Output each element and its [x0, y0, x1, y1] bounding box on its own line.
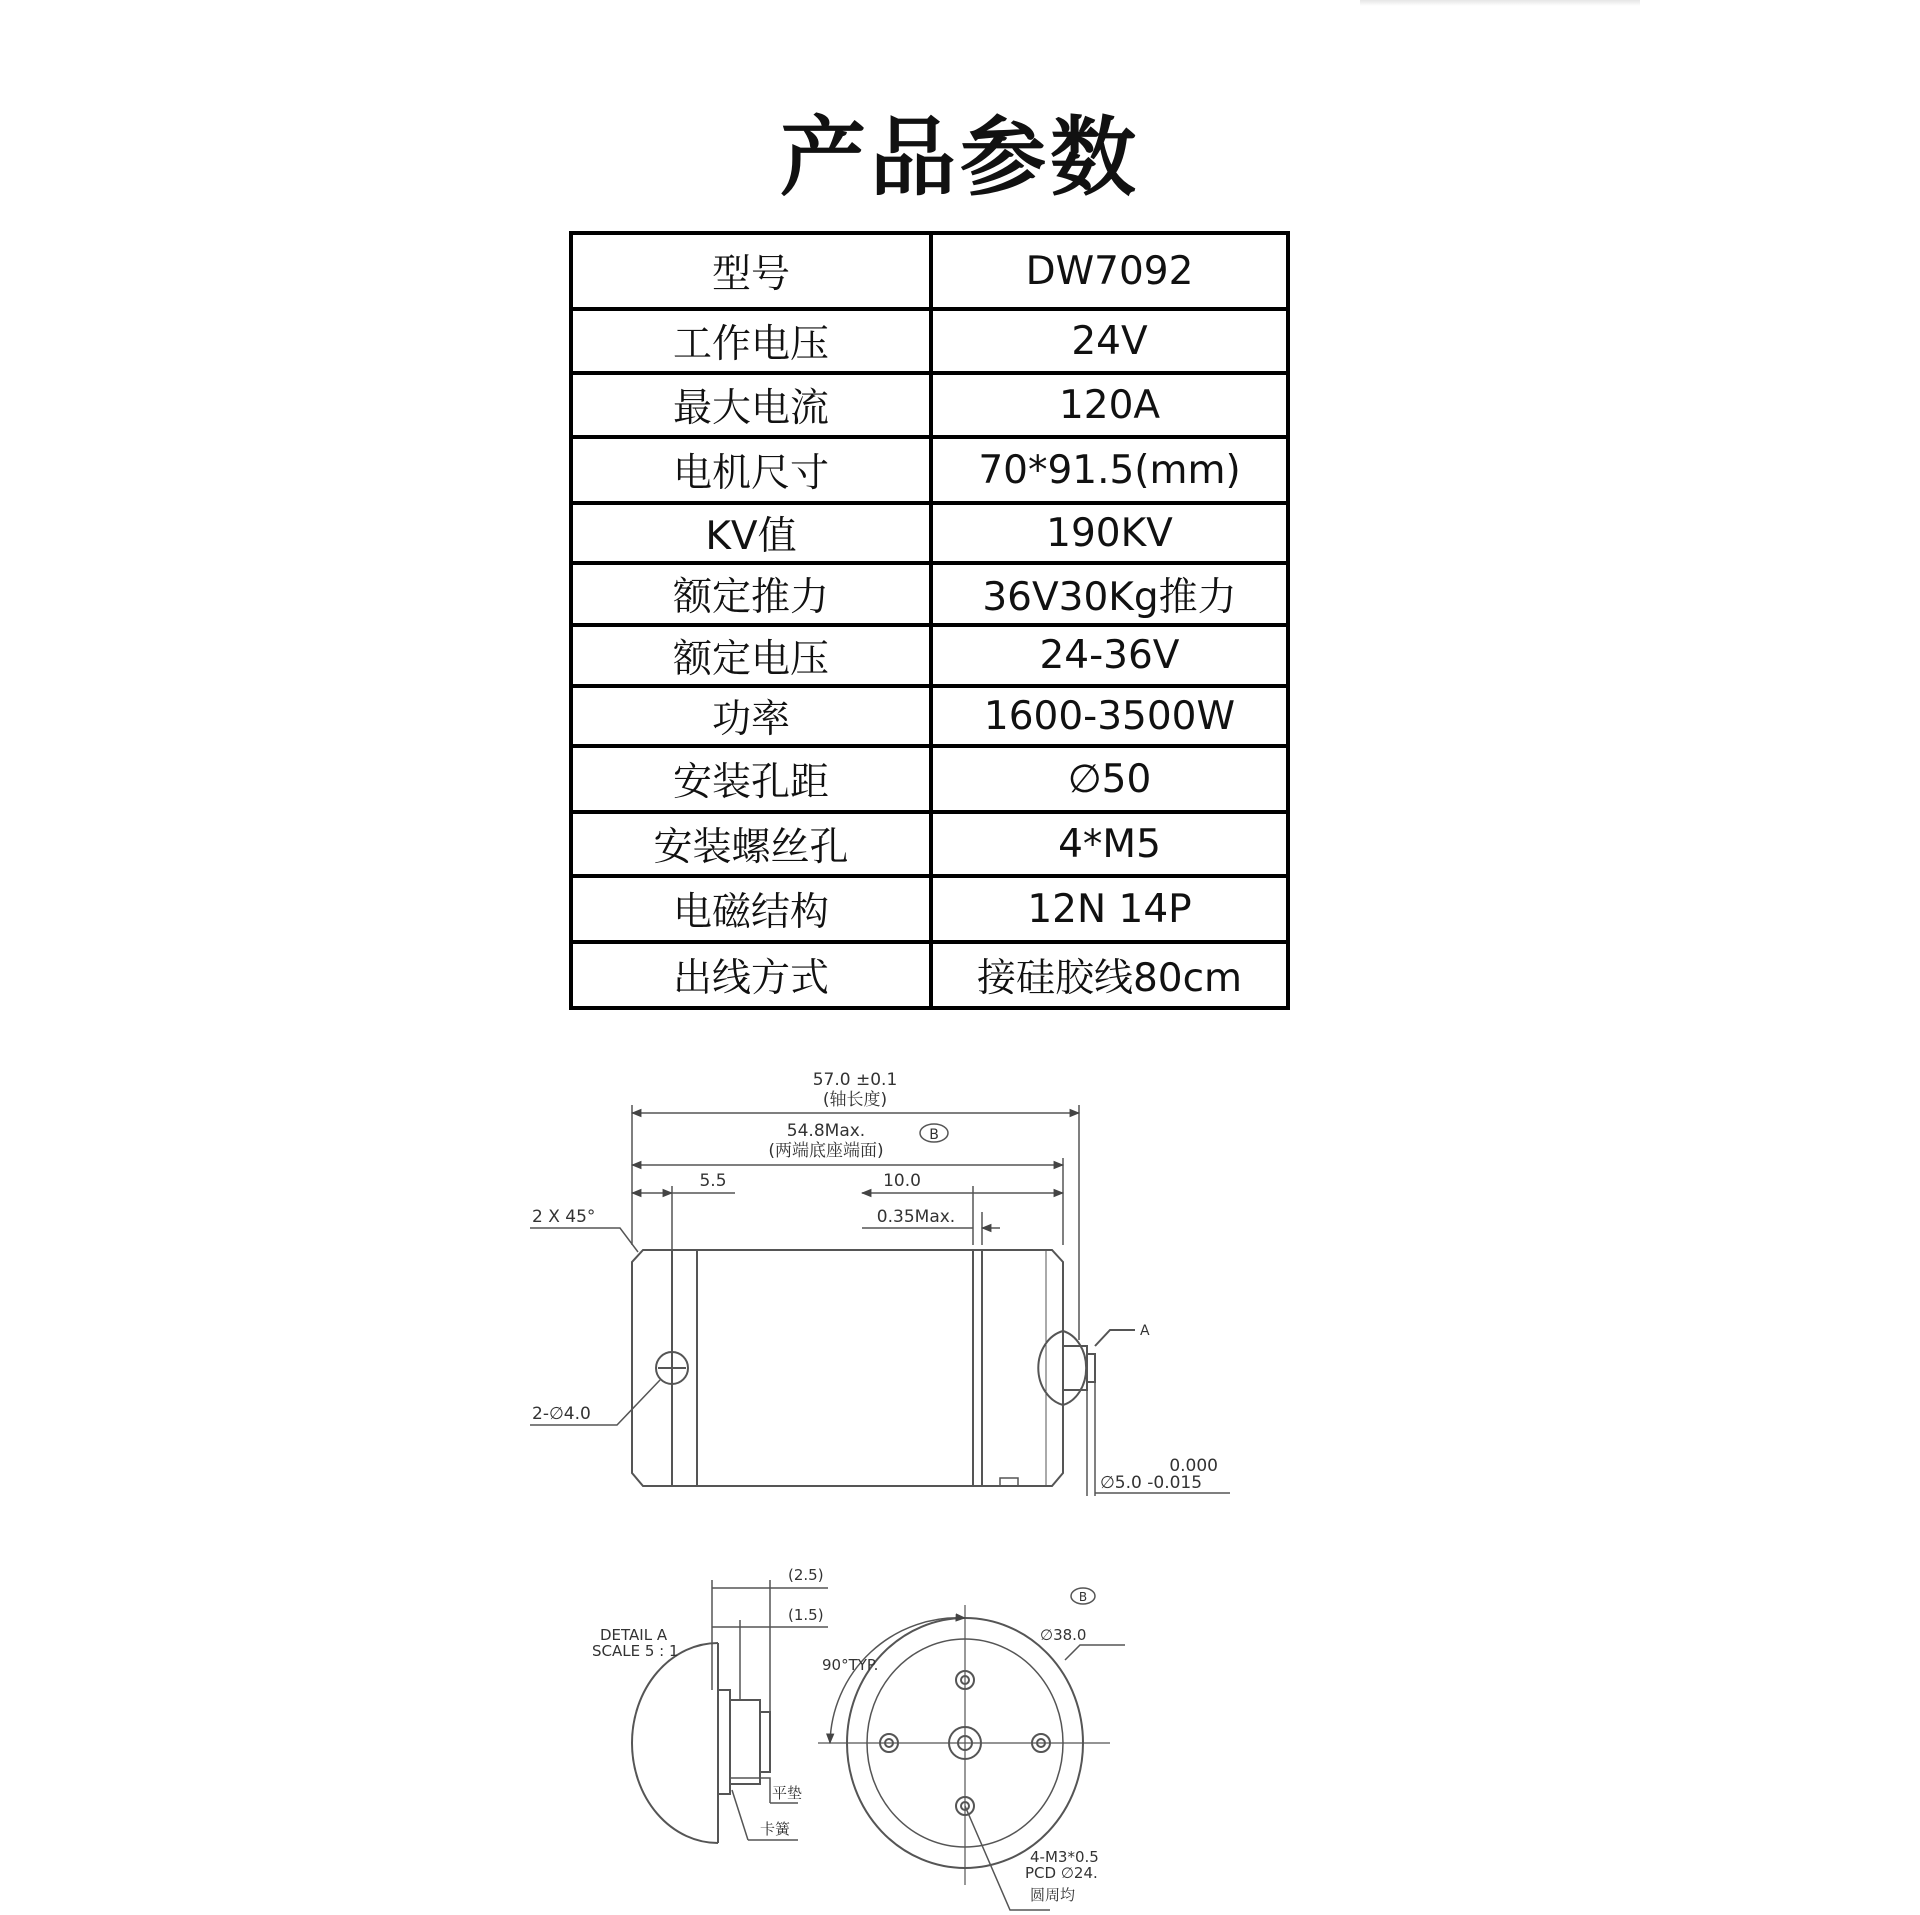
detail-a-ref-label: A	[1140, 1323, 1150, 1339]
spec-key: 电磁结构	[571, 876, 931, 942]
spec-value: 70*91.5(mm)	[931, 437, 1288, 503]
spec-key: 电机尺寸	[571, 437, 931, 503]
motor-side-view	[632, 1250, 1135, 1486]
side-holes-label: 2-∅4.0	[532, 1404, 591, 1424]
shaft-length-label: 57.0 ±0.1	[812, 1070, 898, 1090]
shaft-length-note: (轴长度)	[822, 1090, 888, 1110]
front-view-labels	[822, 1588, 1099, 1904]
spec-value: 36V30Kg推力	[931, 563, 1288, 625]
pcd-label: PCD ∅24.	[1025, 1864, 1098, 1882]
chamfer-label: 2 X 45°	[532, 1207, 596, 1227]
spec-value: 190KV	[931, 503, 1288, 563]
washer-label: 平垫	[772, 1784, 803, 1802]
datum-b-marker-2	[1071, 1588, 1095, 1604]
dim-5-5-label: 5.5	[699, 1171, 727, 1191]
face-diameter-label: ∅38.0	[1040, 1626, 1087, 1644]
motor-front-view	[818, 1605, 1110, 1885]
shaft-diameter-label: ∅5.0 -0.015	[1100, 1473, 1203, 1493]
detail-scale-label: SCALE 5 : 1	[592, 1642, 679, 1660]
tolerance-upper-label: 0.000	[1169, 1456, 1218, 1476]
spec-value: DW7092	[931, 233, 1288, 309]
page-title: 产品参数	[780, 108, 1140, 208]
datum-b-marker	[920, 1124, 948, 1143]
holes-face-label: 4-M3*0.5	[1030, 1848, 1099, 1866]
spec-key: 安装螺丝孔	[571, 812, 931, 876]
detail-a-view	[632, 1643, 770, 1843]
spec-key: KV值	[571, 503, 931, 563]
body-length-label: 54.8Max.	[786, 1121, 866, 1141]
spec-key: 出线方式	[571, 942, 931, 1008]
side-view-labels	[532, 1070, 1218, 1493]
spec-key: 工作电压	[571, 309, 931, 373]
spec-key: 额定电压	[571, 625, 931, 686]
spec-key: 安装孔距	[571, 746, 931, 812]
pcd-note-label: 圆周均	[1030, 1886, 1076, 1904]
circlip-label: 卡簧	[760, 1820, 791, 1838]
spec-value: 12N 14P	[931, 876, 1288, 942]
spec-value: 120A	[931, 373, 1288, 437]
dim-0-35-label: 0.35Max.	[876, 1207, 956, 1227]
spec-value: 1600-3500W	[931, 686, 1288, 746]
datum-b-label: B	[929, 1127, 939, 1143]
detail-a-labels	[592, 1566, 824, 1838]
spec-value: 接硅胶线80cm	[931, 942, 1288, 1008]
spec-key: 额定推力	[571, 563, 931, 625]
dim-1-5-label: (1.5)	[788, 1606, 824, 1624]
spec-key: 最大电流	[571, 373, 931, 437]
spec-value: ∅50	[931, 746, 1288, 812]
dim-2-5-label: (2.5)	[788, 1566, 824, 1584]
spec-key: 功率	[571, 686, 931, 746]
spec-value: 24-36V	[931, 625, 1288, 686]
detail-title-label: DETAIL A	[600, 1626, 668, 1644]
body-length-note: (两端底座端面)	[768, 1141, 884, 1161]
spec-value: 24V	[931, 309, 1288, 373]
spec-key: 型号	[571, 233, 931, 309]
datum-b2-label: B	[1078, 1590, 1088, 1604]
dim-10-0-label: 10.0	[883, 1171, 921, 1191]
angle-label: 90°TYP.	[822, 1656, 879, 1674]
spec-value: 4*M5	[931, 812, 1288, 876]
side-view-dimensions	[530, 1105, 1230, 1496]
